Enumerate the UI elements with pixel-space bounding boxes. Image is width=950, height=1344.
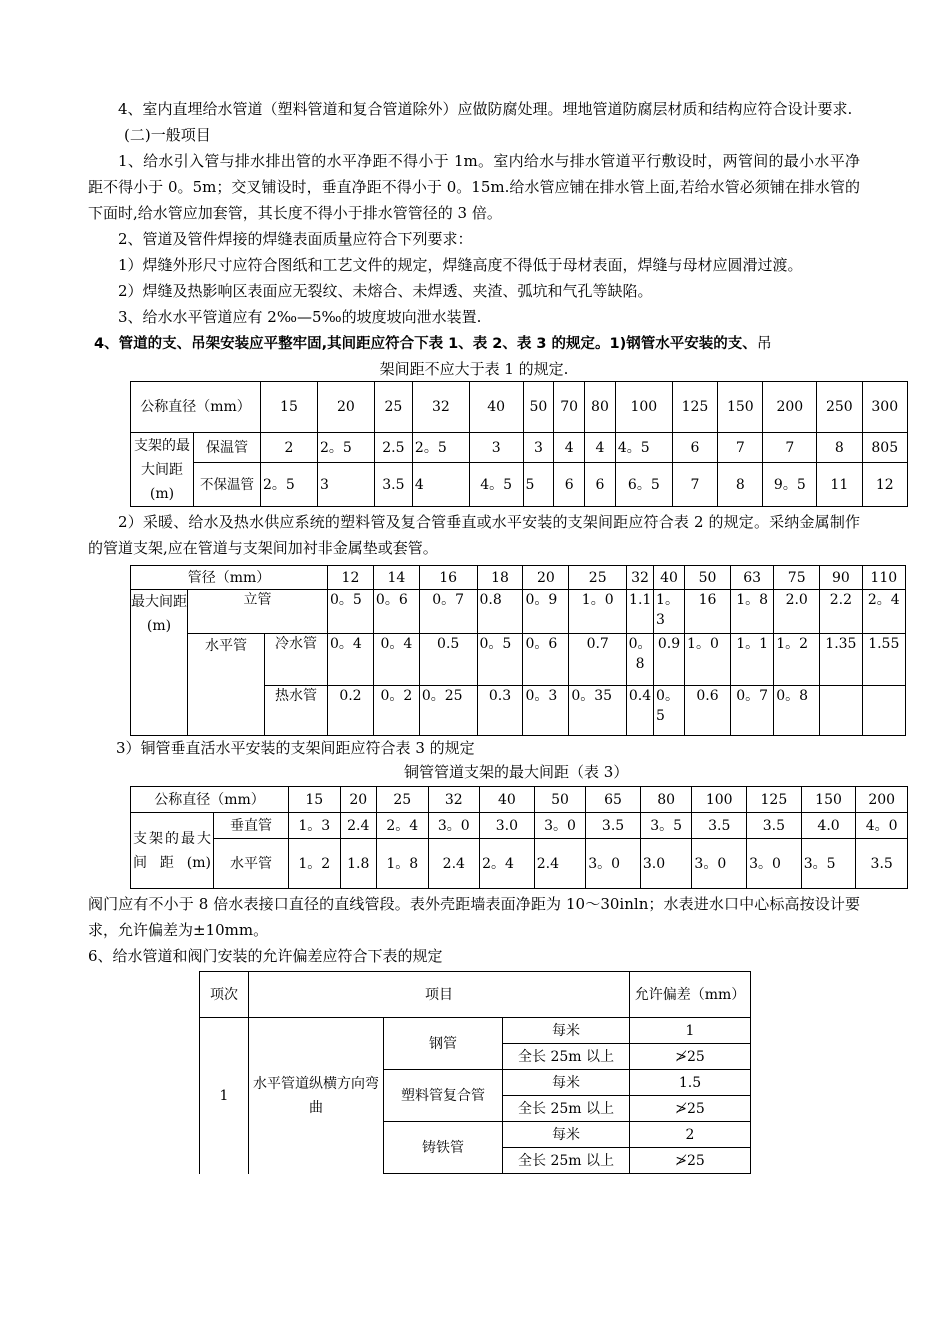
table1-cell: 805 <box>862 433 908 463</box>
table2-cell: 0.2 <box>328 686 374 736</box>
table1-header: 公称直径（mm） <box>131 382 261 433</box>
table2-group-label: 最大间距(m) <box>131 590 188 736</box>
table2-cell: 1。2 <box>774 634 820 686</box>
table2-size: 12 <box>328 566 374 590</box>
table1-cell: 6 <box>585 463 616 507</box>
table1-cell: 3.5 <box>374 463 412 507</box>
paragraph-support-spacing <box>94 330 860 357</box>
table2-cell: 1。1 <box>730 634 773 686</box>
table2-cell: 0。7 <box>419 590 477 634</box>
table2-cell: 0.4 <box>627 686 654 736</box>
table3-size: 40 <box>480 787 535 813</box>
table4-item-label: 水平管道纵横方向弯曲 <box>249 1018 384 1174</box>
table2-cell: 0。9 <box>523 590 569 634</box>
table1-row-label: 保温管 <box>194 433 261 463</box>
table4-full-length: 全长 25m 以上 <box>503 1044 630 1070</box>
table2-cell: 2.0 <box>774 590 820 634</box>
table2-size: 90 <box>820 566 862 590</box>
table3-size: 15 <box>289 787 341 813</box>
table1-size: 250 <box>817 382 862 433</box>
table1-cell: 3 <box>317 463 374 507</box>
table2-cell: 0。5 <box>328 590 374 634</box>
table3-cell: 1。2 <box>289 839 341 889</box>
table1-cell: 8 <box>718 463 763 507</box>
table1-cell: 4。5 <box>615 433 672 463</box>
table4-value: 1 <box>630 1018 751 1044</box>
table2-cell: 1.55 <box>862 634 905 686</box>
table1-size: 100 <box>615 382 672 433</box>
paragraph-copper-pipe-spacing: 3）铜管垂直活水平安装的支架间距应符合表 3 的规定 <box>116 739 475 757</box>
table2-cell: 0。5 <box>477 634 523 686</box>
table1-size: 125 <box>672 382 717 433</box>
table2-cell: 1。0 <box>685 634 731 686</box>
table2-cell <box>862 686 905 736</box>
paragraph-deviation-intro: 6、给水管道和阀门安装的允许偏差应符合下表的规定 <box>88 947 443 965</box>
table4-value: 1.5 <box>630 1070 751 1096</box>
table1-row-label: 不保温管 <box>194 463 261 507</box>
table2-cell: 1。8 <box>730 590 773 634</box>
table3-cell: 3。0 <box>428 813 480 839</box>
table4-header-no: 项次 <box>200 972 249 1018</box>
table3-cell: 3。0 <box>534 813 586 839</box>
paragraph-plastic-pipe-spacing: 2）采暖、给水及热水供应系统的塑料管及复合管垂直或水平安装的支架间距应符合表 2 的规定。采纳金属制作的管道支架,应在管道与支架间加衬非金属垫或套管。 <box>88 513 860 557</box>
table4-value: ≯25 <box>630 1096 751 1122</box>
table1-size: 32 <box>412 382 469 433</box>
table-allowed-deviation <box>199 971 751 1174</box>
table2-horizontal-label: 水平管 <box>188 634 265 736</box>
table3-cell: 2.4 <box>534 839 586 889</box>
table2-cell <box>820 686 862 736</box>
paragraph-clearance: 1、给水引入管与排水排出管的水平净距不得小于 1m。室内给水与排水管道平行敷设时，两管间的最小水平净距不得小于 0。5m；交叉铺设时，垂直净距不得小于 0。15m.给水管应铺在排水管上面,若给水管必须铺在排水管的下面时,给水管应加套管，其长度不得小于排水管管径的 3 倍。 <box>88 152 860 222</box>
table1-size: 40 <box>469 382 523 433</box>
table-plastic-pipe-spacing <box>130 565 906 736</box>
support-spacing-bold-text: 4、管道的支、吊架安装应平整牢固,其间距应符合下表 1、表 2、表 3 的规定。1)钢管水平安装的支、 <box>94 336 757 352</box>
table2-hot-label: 热水管 <box>265 686 328 736</box>
document-page <box>88 96 900 1174</box>
table2-cell: 0.8 <box>477 590 523 634</box>
table3-size: 65 <box>586 787 641 813</box>
table3-size: 20 <box>340 787 377 813</box>
table3-cell: 3.5 <box>586 813 641 839</box>
table1-cell: 4 <box>554 433 585 463</box>
table3-size: 100 <box>692 787 747 813</box>
table1-cell: 7 <box>763 433 817 463</box>
table3-size: 32 <box>428 787 480 813</box>
table2-cell: 0.5 <box>419 634 477 686</box>
table2-cell: 0。7 <box>730 686 773 736</box>
table2-cell: 0。5 <box>654 686 685 736</box>
table2-size: 75 <box>774 566 820 590</box>
table3-size: 50 <box>534 787 586 813</box>
table3-cell: 3.0 <box>480 813 535 839</box>
table4-material-steel: 钢管 <box>384 1018 503 1070</box>
table4-full-length: 全长 25m 以上 <box>503 1148 630 1174</box>
table3-vertical-label: 垂直管 <box>214 813 289 839</box>
table2-size: 16 <box>419 566 477 590</box>
table3-size: 80 <box>640 787 692 813</box>
table4-per-meter: 每米 <box>503 1018 630 1044</box>
table3-cell: 3。0 <box>586 839 641 889</box>
table1-cell: 3 <box>523 433 554 463</box>
table1-cell: 6。5 <box>615 463 672 507</box>
table4-per-meter: 每米 <box>503 1122 630 1148</box>
table1-size: 15 <box>261 382 318 433</box>
table3-cell: 2.4 <box>340 813 377 839</box>
table4-value: ≯25 <box>630 1148 751 1174</box>
table3-group-label: 支架的最大间距(m) <box>131 813 214 889</box>
table2-cell: 0。35 <box>569 686 627 736</box>
table2-cell: 0。8 <box>627 634 654 686</box>
table3-cell: 3.5 <box>747 813 802 839</box>
table2-cell: 0。25 <box>419 686 477 736</box>
paragraph-weld-requirements: 2、管道及管件焊接的焊缝表面质量应符合下列要求： <box>118 230 473 248</box>
table3-cell: 3。0 <box>747 839 802 889</box>
table1-cell: 4 <box>585 433 616 463</box>
paragraph-anticorrosion: 4、室内直埋给水管道（塑料管道和复合管道除外）应做防腐处理。埋地管道防腐层材质和结构应符合设计要求. <box>118 100 853 118</box>
table2-cell: 2.2 <box>820 590 862 634</box>
table3-cell: 1.8 <box>340 839 377 889</box>
table1-cell: 9。5 <box>763 463 817 507</box>
table4-material-cast-iron: 铸铁管 <box>384 1122 503 1174</box>
support-spacing-tail: 吊 <box>756 334 772 352</box>
table3-cell: 3。5 <box>640 813 692 839</box>
table3-header: 公称直径（mm） <box>131 787 289 813</box>
table4-header-deviation: 允许偏差（mm） <box>630 972 751 1018</box>
table3-size: 25 <box>377 787 429 813</box>
table1-cell: 2.5 <box>374 433 412 463</box>
table2-cell: 16 <box>685 590 731 634</box>
table1-size: 20 <box>317 382 374 433</box>
table2-header: 管径（mm） <box>131 566 328 590</box>
table2-cell: 0。6 <box>373 590 419 634</box>
table4-value: 2 <box>630 1122 751 1148</box>
table2-vertical-label: 立管 <box>188 590 328 634</box>
table1-cell: 4。5 <box>469 463 523 507</box>
section-heading-general: (二)一般项目 <box>124 126 211 144</box>
paragraph-weld-size: 1）焊缝外形尺寸应符合图纸和工艺文件的规定，焊缝高度不得低于母材表面，焊缝与母材应圆滑过渡。 <box>118 256 803 274</box>
table3-cell: 2。4 <box>480 839 535 889</box>
table1-size: 50 <box>523 382 554 433</box>
table1-cell: 12 <box>862 463 908 507</box>
table2-cell: 0.9 <box>654 634 685 686</box>
table3-cell: 3。5 <box>801 839 856 889</box>
table3-cell: 2。4 <box>377 813 429 839</box>
table3-cell: 4。0 <box>856 813 908 839</box>
table3-cell: 3。0 <box>692 839 747 889</box>
table4-per-meter: 每米 <box>503 1070 630 1096</box>
table1-size: 25 <box>374 382 412 433</box>
table2-cell: 1.35 <box>820 634 862 686</box>
table2-size: 63 <box>730 566 773 590</box>
table2-cell: 1.1 <box>627 590 654 634</box>
table2-size: 32 <box>627 566 654 590</box>
table2-size: 40 <box>654 566 685 590</box>
table3-cell: 3.5 <box>856 839 908 889</box>
table2-size: 110 <box>862 566 905 590</box>
table2-cell: 1。0 <box>569 590 627 634</box>
paragraph-table3-caption: 铜管管道支架的最大间距（表 3） <box>404 763 629 781</box>
table3-size: 200 <box>856 787 908 813</box>
table1-cell: 4 <box>412 463 469 507</box>
table4-full-length: 全长 25m 以上 <box>503 1096 630 1122</box>
table3-cell: 4.0 <box>801 813 856 839</box>
table2-size: 50 <box>685 566 731 590</box>
table2-cell: 0。8 <box>774 686 820 736</box>
table3-size: 125 <box>747 787 802 813</box>
table3-cell: 3.5 <box>692 813 747 839</box>
table2-cell: 0.6 <box>685 686 731 736</box>
table2-cell: 0。6 <box>523 634 569 686</box>
table2-size: 25 <box>569 566 627 590</box>
table1-cell: 2。5 <box>261 463 318 507</box>
table1-size: 70 <box>554 382 585 433</box>
table2-cell: 0.7 <box>569 634 627 686</box>
table1-cell: 8 <box>817 433 862 463</box>
table2-cell: 0。4 <box>328 634 374 686</box>
table1-size: 80 <box>585 382 616 433</box>
table2-cell: 0。4 <box>373 634 419 686</box>
table1-cell: 2。5 <box>412 433 469 463</box>
table4-header-item: 项目 <box>249 972 630 1018</box>
table2-cell: 0。2 <box>373 686 419 736</box>
table2-cell: 2。4 <box>862 590 905 634</box>
table1-size: 200 <box>763 382 817 433</box>
table-steel-pipe-spacing <box>130 381 908 507</box>
table1-cell: 6 <box>672 433 717 463</box>
table1-cell: 2 <box>261 433 318 463</box>
table1-cell: 7 <box>672 463 717 507</box>
table1-size: 300 <box>862 382 908 433</box>
table2-size: 20 <box>523 566 569 590</box>
table1-group-label: 支架的最大间距(m) <box>131 433 194 507</box>
table1-cell: 7 <box>718 433 763 463</box>
table1-cell: 5 <box>523 463 554 507</box>
table2-cell: 1。3 <box>654 590 685 634</box>
table3-cell: 2.4 <box>428 839 480 889</box>
paragraph-weld-defects: 2）焊缝及热影响区表面应无裂纹、未熔合、未焊透、夹渣、弧坑和气孔等缺陷。 <box>118 282 653 300</box>
table2-cell: 0。3 <box>523 686 569 736</box>
table3-cell: 3.0 <box>640 839 692 889</box>
paragraph-water-meter: 阀门应有不小于 8 倍水表接口直径的直线管段。表外壳距墙表面净距为 10～30inln；水表进水口中心标高按设计要求，允许偏差为±10mm。 <box>88 895 860 939</box>
table1-cell: 2。5 <box>317 433 374 463</box>
table-copper-pipe-spacing <box>130 786 908 889</box>
table2-size: 14 <box>373 566 419 590</box>
table3-horizontal-label: 水平管 <box>214 839 289 889</box>
table2-cell: 0.3 <box>477 686 523 736</box>
table3-cell: 1。8 <box>377 839 429 889</box>
table4-material-plastic: 塑料管复合管 <box>384 1070 503 1122</box>
paragraph-table1-caption: 架间距不应大于表 1 的规定. <box>379 360 569 378</box>
table1-cell: 3 <box>469 433 523 463</box>
table1-cell: 6 <box>554 463 585 507</box>
table2-size: 18 <box>477 566 523 590</box>
table2-cold-label: 冷水管 <box>265 634 328 686</box>
table1-cell: 11 <box>817 463 862 507</box>
table4-row-no: 1 <box>200 1018 249 1174</box>
table3-size: 150 <box>801 787 856 813</box>
table4-value: ≯25 <box>630 1044 751 1070</box>
table3-cell: 1。3 <box>289 813 341 839</box>
paragraph-slope: 3、给水水平管道应有 2‰—5‰的坡度坡向泄水装置. <box>118 308 482 326</box>
table1-size: 150 <box>718 382 763 433</box>
